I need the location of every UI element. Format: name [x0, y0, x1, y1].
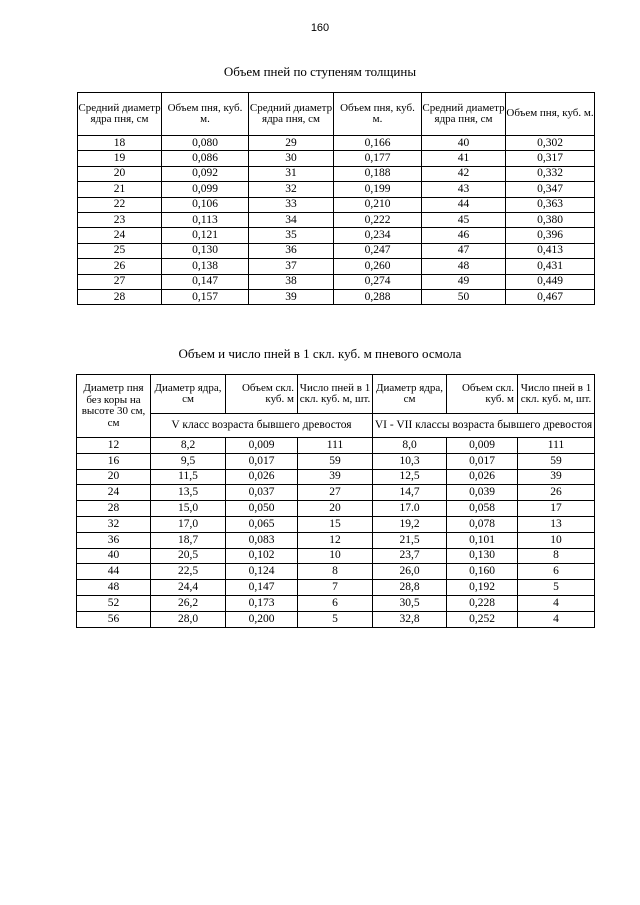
table-cell: 0,380 [506, 212, 595, 227]
table-cell: 0,026 [447, 469, 518, 485]
table2-header: Диаметр ядра, см [151, 375, 226, 414]
table-cell: 0,086 [162, 151, 249, 166]
table-cell: 22 [78, 197, 162, 212]
table-cell: 47 [422, 243, 506, 258]
table1-header: Средний диаметр ядра пня, см [78, 93, 162, 136]
table-cell: 0,147 [162, 274, 249, 289]
table-cell: 40 [77, 548, 151, 564]
table-cell: 0,065 [226, 516, 298, 532]
table-cell: 32 [77, 516, 151, 532]
table-row [78, 228, 595, 243]
table-row [77, 548, 595, 564]
class-label-vi-vii: VI - VII классы возраста бывшего древостоя [373, 414, 595, 438]
table-cell: 19 [78, 151, 162, 166]
table-cell: 0,288 [334, 289, 422, 304]
table-cell: 0,092 [162, 166, 249, 181]
table-cell: 0,050 [226, 501, 298, 517]
table2-header: Объем скл. куб. м [447, 375, 518, 414]
table-cell: 0,431 [506, 259, 595, 274]
table-cell: 0,026 [226, 469, 298, 485]
table-cell: 111 [518, 438, 595, 454]
table-cell: 44 [77, 564, 151, 580]
table-cell: 24 [78, 228, 162, 243]
table-cell: 0,317 [506, 151, 595, 166]
table-cell: 0,222 [334, 212, 422, 227]
table-cell: 29 [249, 136, 334, 151]
table-cell: 12,5 [373, 469, 447, 485]
table-cell: 0,210 [334, 197, 422, 212]
table-cell: 19,2 [373, 516, 447, 532]
table2-header: Диаметр ядра, см [373, 375, 447, 414]
table-cell: 41 [422, 151, 506, 166]
table-cell: 12 [77, 438, 151, 454]
table-cell: 0,037 [226, 485, 298, 501]
table-cell: 39 [249, 289, 334, 304]
table-cell: 10,3 [373, 453, 447, 469]
table-cell: 34 [249, 212, 334, 227]
table-row [78, 136, 595, 151]
table-row [77, 564, 595, 580]
table-cell: 59 [518, 453, 595, 469]
table-cell: 0,039 [447, 485, 518, 501]
table-cell: 20 [78, 166, 162, 181]
table-row [78, 289, 595, 304]
table-cell: 20 [298, 501, 373, 517]
table-cell: 0,228 [447, 595, 518, 611]
table-cell: 4 [518, 595, 595, 611]
table-cell: 40 [422, 136, 506, 151]
table-cell: 0,449 [506, 274, 595, 289]
table-cell: 111 [298, 438, 373, 454]
table-cell: 20,5 [151, 548, 226, 564]
table1-header-row [78, 93, 595, 136]
table-cell: 0,080 [162, 136, 249, 151]
table-cell: 0,078 [447, 516, 518, 532]
table-cell: 23,7 [373, 548, 447, 564]
table-cell: 6 [298, 595, 373, 611]
table-row [77, 501, 595, 517]
table-cell: 0,247 [334, 243, 422, 258]
table-cell: 6 [518, 564, 595, 580]
table-cell: 28,0 [151, 611, 226, 627]
table-cell: 32,8 [373, 611, 447, 627]
table-cell: 11,5 [151, 469, 226, 485]
table-cell: 10 [518, 532, 595, 548]
table-cell: 14,7 [373, 485, 447, 501]
table1-title: Объем пней по ступеням толщины [223, 64, 417, 79]
table-cell: 0,130 [162, 243, 249, 258]
table-cell: 0,017 [447, 453, 518, 469]
table-cell: 26,0 [373, 564, 447, 580]
table-row [77, 532, 595, 548]
table1-header: Средний диаметр ядра пня, см [249, 93, 334, 136]
table-cell: 0,252 [447, 611, 518, 627]
table-cell: 0,121 [162, 228, 249, 243]
table-cell: 39 [298, 469, 373, 485]
table-row [78, 274, 595, 289]
table-cell: 17.0 [373, 501, 447, 517]
table-cell: 0,147 [226, 580, 298, 596]
table-row [77, 516, 595, 532]
table-cell: 12 [298, 532, 373, 548]
table-cell: 24,4 [151, 580, 226, 596]
table-cell: 17 [518, 501, 595, 517]
table-cell: 35 [249, 228, 334, 243]
table-cell: 36 [77, 532, 151, 548]
table-cell: 0,413 [506, 243, 595, 258]
table-cell: 26 [518, 485, 595, 501]
table-cell: 24 [77, 485, 151, 501]
table-row [78, 151, 595, 166]
table-cell: 13,5 [151, 485, 226, 501]
table-cell: 0,102 [226, 548, 298, 564]
table-row [78, 182, 595, 197]
table-cell: 48 [77, 580, 151, 596]
table-cell: 36 [249, 243, 334, 258]
table-row [77, 469, 595, 485]
table-cell: 25 [78, 243, 162, 258]
table-cell: 7 [298, 580, 373, 596]
table-cell: 59 [298, 453, 373, 469]
table-cell: 15 [298, 516, 373, 532]
table-cell: 0,200 [226, 611, 298, 627]
table1-header: Объем пня, куб. м. [162, 93, 249, 136]
table-cell: 26 [78, 259, 162, 274]
table-cell: 42 [422, 166, 506, 181]
table-cell: 13 [518, 516, 595, 532]
table2-header: Объем скл. куб. м [226, 375, 298, 414]
table-cell: 26,2 [151, 595, 226, 611]
table-cell: 18,7 [151, 532, 226, 548]
table-cell: 0,058 [447, 501, 518, 517]
table2-header: Число пней в 1 скл. куб. м, шт. [298, 375, 373, 414]
table-cell: 0,157 [162, 289, 249, 304]
table-cell: 0,177 [334, 151, 422, 166]
table-cell: 0,347 [506, 182, 595, 197]
table-row [77, 453, 595, 469]
table-cell: 0,188 [334, 166, 422, 181]
table-cell: 50 [422, 289, 506, 304]
table-cell: 0,234 [334, 228, 422, 243]
table-cell: 0,130 [447, 548, 518, 564]
table-cell: 32 [249, 182, 334, 197]
table-cell: 0,160 [447, 564, 518, 580]
table-cell: 0,396 [506, 228, 595, 243]
table-cell: 0,099 [162, 182, 249, 197]
table-cell: 0,363 [506, 197, 595, 212]
table-cell: 46 [422, 228, 506, 243]
table-row [77, 485, 595, 501]
table2-header-row [77, 375, 595, 414]
table-cell: 21,5 [373, 532, 447, 548]
table-cell: 8,2 [151, 438, 226, 454]
table-cell: 0,166 [334, 136, 422, 151]
table-cell: 0,009 [226, 438, 298, 454]
table-row [77, 611, 595, 627]
table-cell: 22,5 [151, 564, 226, 580]
table-cell: 0,083 [226, 532, 298, 548]
table-cell: 0,274 [334, 274, 422, 289]
table-cell: 9,5 [151, 453, 226, 469]
table-cell: 44 [422, 197, 506, 212]
table-cell: 20 [77, 469, 151, 485]
table-row [77, 580, 595, 596]
table-cell: 10 [298, 548, 373, 564]
table-row [77, 438, 595, 454]
page-number: 160 [310, 22, 330, 34]
table1-header: Средний диаметр ядра пня, см [422, 93, 506, 136]
stump-count-table [76, 374, 595, 628]
table-cell: 28 [78, 289, 162, 304]
table-cell: 0,199 [334, 182, 422, 197]
table1-header: Объем пня, куб. м. [506, 93, 595, 136]
table-cell: 31 [249, 166, 334, 181]
table-cell: 0,106 [162, 197, 249, 212]
table-cell: 23 [78, 212, 162, 227]
table-cell: 49 [422, 274, 506, 289]
table-cell: 4 [518, 611, 595, 627]
table-cell: 43 [422, 182, 506, 197]
table-cell: 0,113 [162, 212, 249, 227]
table-row [77, 595, 595, 611]
table-cell: 56 [77, 611, 151, 627]
table-cell: 28 [77, 501, 151, 517]
class-label-v: V класс возраста бывшего древостоя [151, 414, 373, 438]
table-cell: 0,332 [506, 166, 595, 181]
table-cell: 18 [78, 136, 162, 151]
table-cell: 45 [422, 212, 506, 227]
table-cell: 30,5 [373, 595, 447, 611]
table-cell: 16 [77, 453, 151, 469]
table-cell: 21 [78, 182, 162, 197]
table-cell: 0,302 [506, 136, 595, 151]
table-cell: 17,0 [151, 516, 226, 532]
table-row [78, 197, 595, 212]
table-cell: 37 [249, 259, 334, 274]
table-row [78, 166, 595, 181]
table-cell: 27 [298, 485, 373, 501]
table-row [78, 259, 595, 274]
table-cell: 0,467 [506, 289, 595, 304]
table-cell: 38 [249, 274, 334, 289]
table-row [78, 212, 595, 227]
table-cell: 0,101 [447, 532, 518, 548]
table-cell: 5 [298, 611, 373, 627]
table-cell: 48 [422, 259, 506, 274]
table-cell: 8,0 [373, 438, 447, 454]
table1-header: Объем пня, куб. м. [334, 93, 422, 136]
table-cell: 30 [249, 151, 334, 166]
table2-class-row [77, 414, 595, 438]
table-cell: 0,017 [226, 453, 298, 469]
table-cell: 5 [518, 580, 595, 596]
table-cell: 8 [298, 564, 373, 580]
table-cell: 8 [518, 548, 595, 564]
table-cell: 27 [78, 274, 162, 289]
stump-volume-table [77, 92, 595, 305]
table-cell: 28,8 [373, 580, 447, 596]
table-cell: 39 [518, 469, 595, 485]
table-cell: 0,009 [447, 438, 518, 454]
table-cell: 0,124 [226, 564, 298, 580]
table-cell: 15,0 [151, 501, 226, 517]
table2-header: Число пней в 1 скл. куб. м, шт. [518, 375, 595, 414]
table2-title: Объем и число пней в 1 скл. куб. м пневого осмола [178, 346, 462, 361]
table-cell: 0,192 [447, 580, 518, 596]
table-cell: 0,138 [162, 259, 249, 274]
table-cell: 52 [77, 595, 151, 611]
table-cell: 0,260 [334, 259, 422, 274]
table2-header-diameter: Диаметр пня без коры на высоте 30 см, см [77, 375, 151, 438]
table-row [78, 243, 595, 258]
table-cell: 33 [249, 197, 334, 212]
table-cell: 0,173 [226, 595, 298, 611]
